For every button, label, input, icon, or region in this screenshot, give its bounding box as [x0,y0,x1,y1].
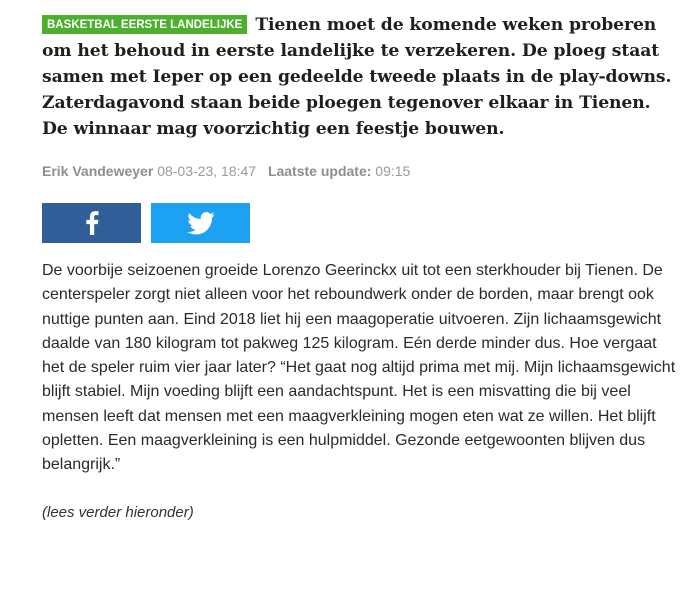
facebook-icon [85,211,99,235]
lead-text: Tienen moet de komende weken proberen om het behoud in eerste landelijke te verzekeren. De ploeg staat samen met Ieper op een gedeelde tweede plaats in de play-downs. Zaterdagavond staan beide ploegen tegenover elkaar in Tienen. De winnaar mag voorzichtig een feestje bouwen. [42,15,672,139]
publish-date: 08-03-23, 18:47 [157,163,257,179]
share-facebook-button[interactable] [42,203,141,243]
share-twitter-button[interactable] [151,203,250,243]
article [42,12,682,521]
article-lead [42,12,682,142]
article-meta [42,162,682,180]
category-badge[interactable]: BASKETBAL EERSTE LANDELIJKE [42,15,247,34]
article-body: De voorbije seizoenen groeide Lorenzo Geerinckx uit tot een sterkhouder bij Tienen. De centerspeler zorgt niet alleen voor het reboundwerk onder de borden, maar brengt ook nuttige punten aan. Eind 2018 liet hij een maagoperatie uitvoeren. Zijn lichaamsgewicht daalde van 180 kilogram tot pakweg 125 kilogram. Eén derde minder dus. Hoe vergaat het de speler ruim vier jaar later? “Het gaat nog altijd prima met mij. Mijn lichaamsgewicht blijft stabiel. Mijn voeding blijft een aandachtspunt. Het is een misvatting die bij veel mensen leeft dat mensen met een maagverkleining mogen eten wat ze willen. Het blijft opletten. Een maagverkleining is een hulpmiddel. Gezonde eetgewoonten blijven dus belangrijk.” [42,262,676,474]
author-name: Erik Vandeweyer [42,163,154,179]
update-label: Laatste update: [267,163,372,179]
update-time: 09:15 [375,163,411,179]
share-bar [42,203,682,243]
read-more-note: (lees verder hieronder) [42,503,194,521]
twitter-icon [187,212,215,235]
